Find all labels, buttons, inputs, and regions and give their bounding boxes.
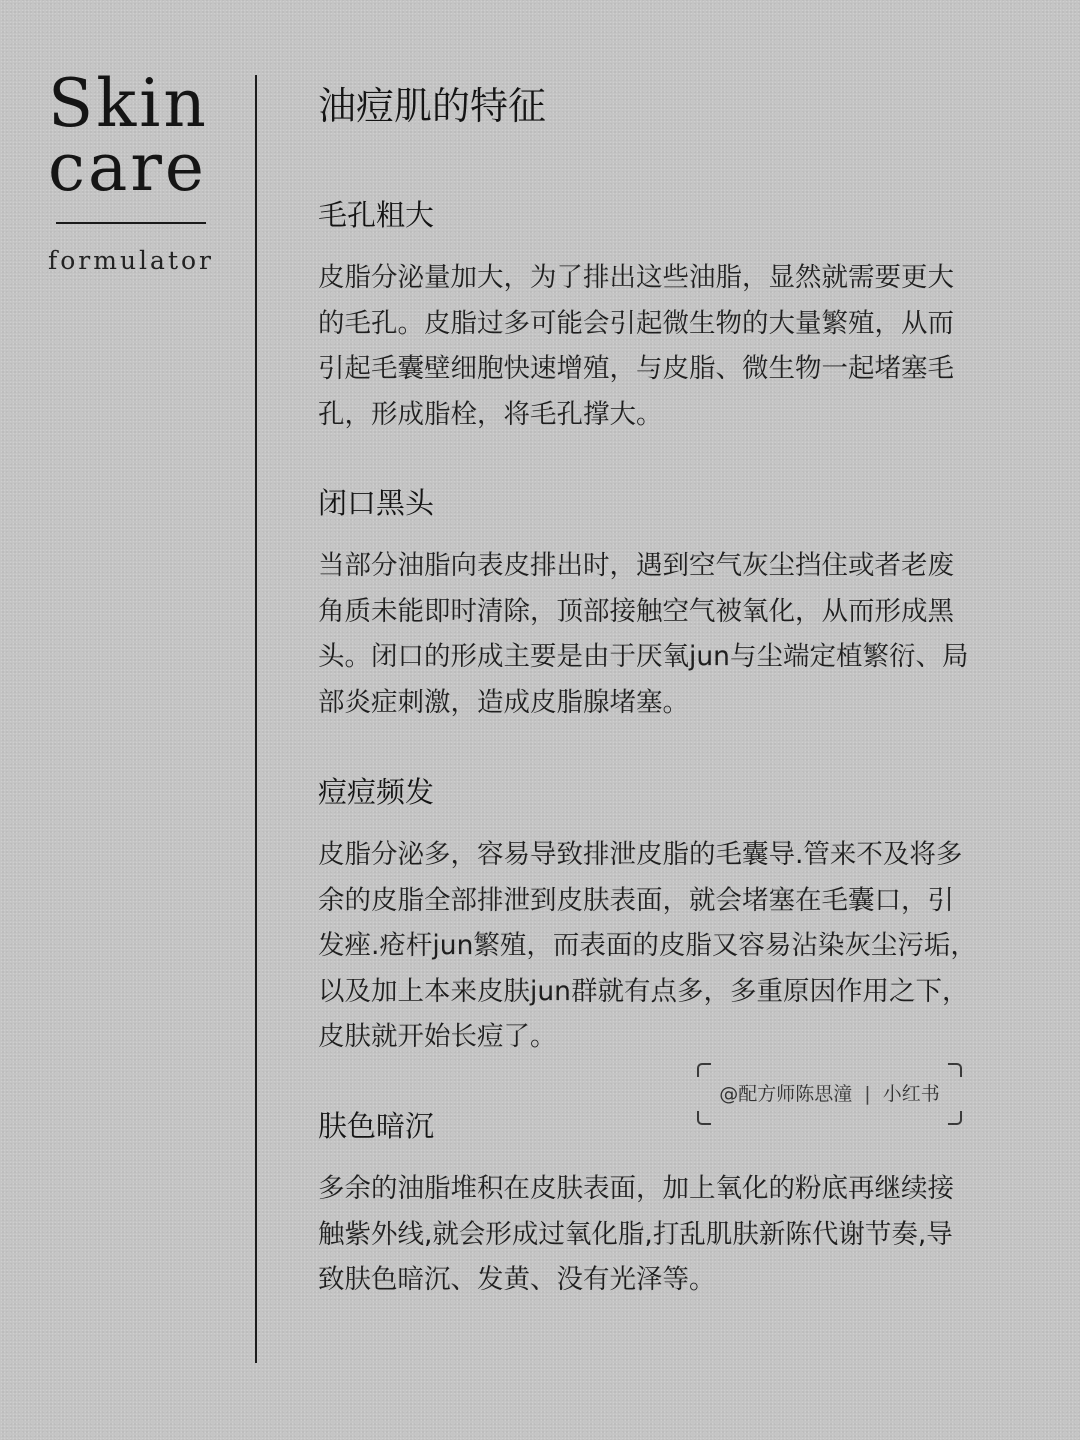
brand-word-care: care (48, 129, 207, 206)
watermark-corner (948, 1111, 962, 1125)
section-heading-pores: 毛孔粗大 (318, 198, 435, 232)
watermark-platform: 小红书 (882, 1083, 940, 1105)
section-heading-dull-skin: 肤色暗沉 (318, 1109, 435, 1143)
brand-subtitle: formulator (48, 246, 215, 275)
watermark-corner (697, 1111, 711, 1125)
brand-word-skin: Skin (48, 65, 209, 142)
section-heading-acne: 痘痘频发 (318, 775, 435, 809)
section-body-pores: 皮脂分泌量加大，为了排出这些油脂，显然就需要更大 的毛孔。皮脂过多可能会引起微生物的大量繁殖，从而 引起毛囊壁细胞快速增殖，与皮脂、微生物一起堵塞毛 孔，形成脂栓，将毛孔撑大。 (318, 262, 954, 430)
watermark-corner (948, 1063, 962, 1077)
section-heading-blackheads: 闭口黑头 (318, 486, 435, 520)
watermark (697, 1063, 962, 1125)
page-title: 油痘肌的特征 (318, 84, 547, 128)
vertical-divider (255, 75, 257, 1363)
section-body-blackheads: 当部分油脂向表皮排出时，遇到空气灰尘挡住或者老废 角质未能即时清除，顶部接触空气被氧化，从而形成黑 头。闭口的形成主要是由于厌氧jun与尘端定植繁衍、局 部炎症刺激，造成皮脂腺堵塞。 (318, 550, 969, 718)
section-body-acne: 皮脂分泌多，容易导致排泄皮脂的毛囊导.管来不及将多 余的皮脂全部排泄到皮肤表面，就会堵塞在毛囊口，引 发痤.疮杆jun繁殖，而表面的皮脂又容易沾染灰尘污垢， 以及加上本来皮肤jun群就有点多，多重原因作用之下， 皮肤就开始长痘了。 (318, 839, 977, 1052)
brand-divider (56, 222, 206, 224)
watermark-corner (697, 1063, 711, 1077)
watermark-author: @配方师陈思潼 (719, 1083, 853, 1105)
watermark-separator: | (864, 1083, 871, 1105)
watermark-text (697, 1081, 962, 1107)
section-body-dull-skin: 多余的油脂堆积在皮肤表面，加上氧化的粉底再继续接 触紫外线,就会形成过氧化脂,打乱肌肤新陈代谢节奏,导 致肤色暗沉、发黄、没有光泽等。 (318, 1173, 954, 1295)
brand-logo (48, 65, 218, 275)
